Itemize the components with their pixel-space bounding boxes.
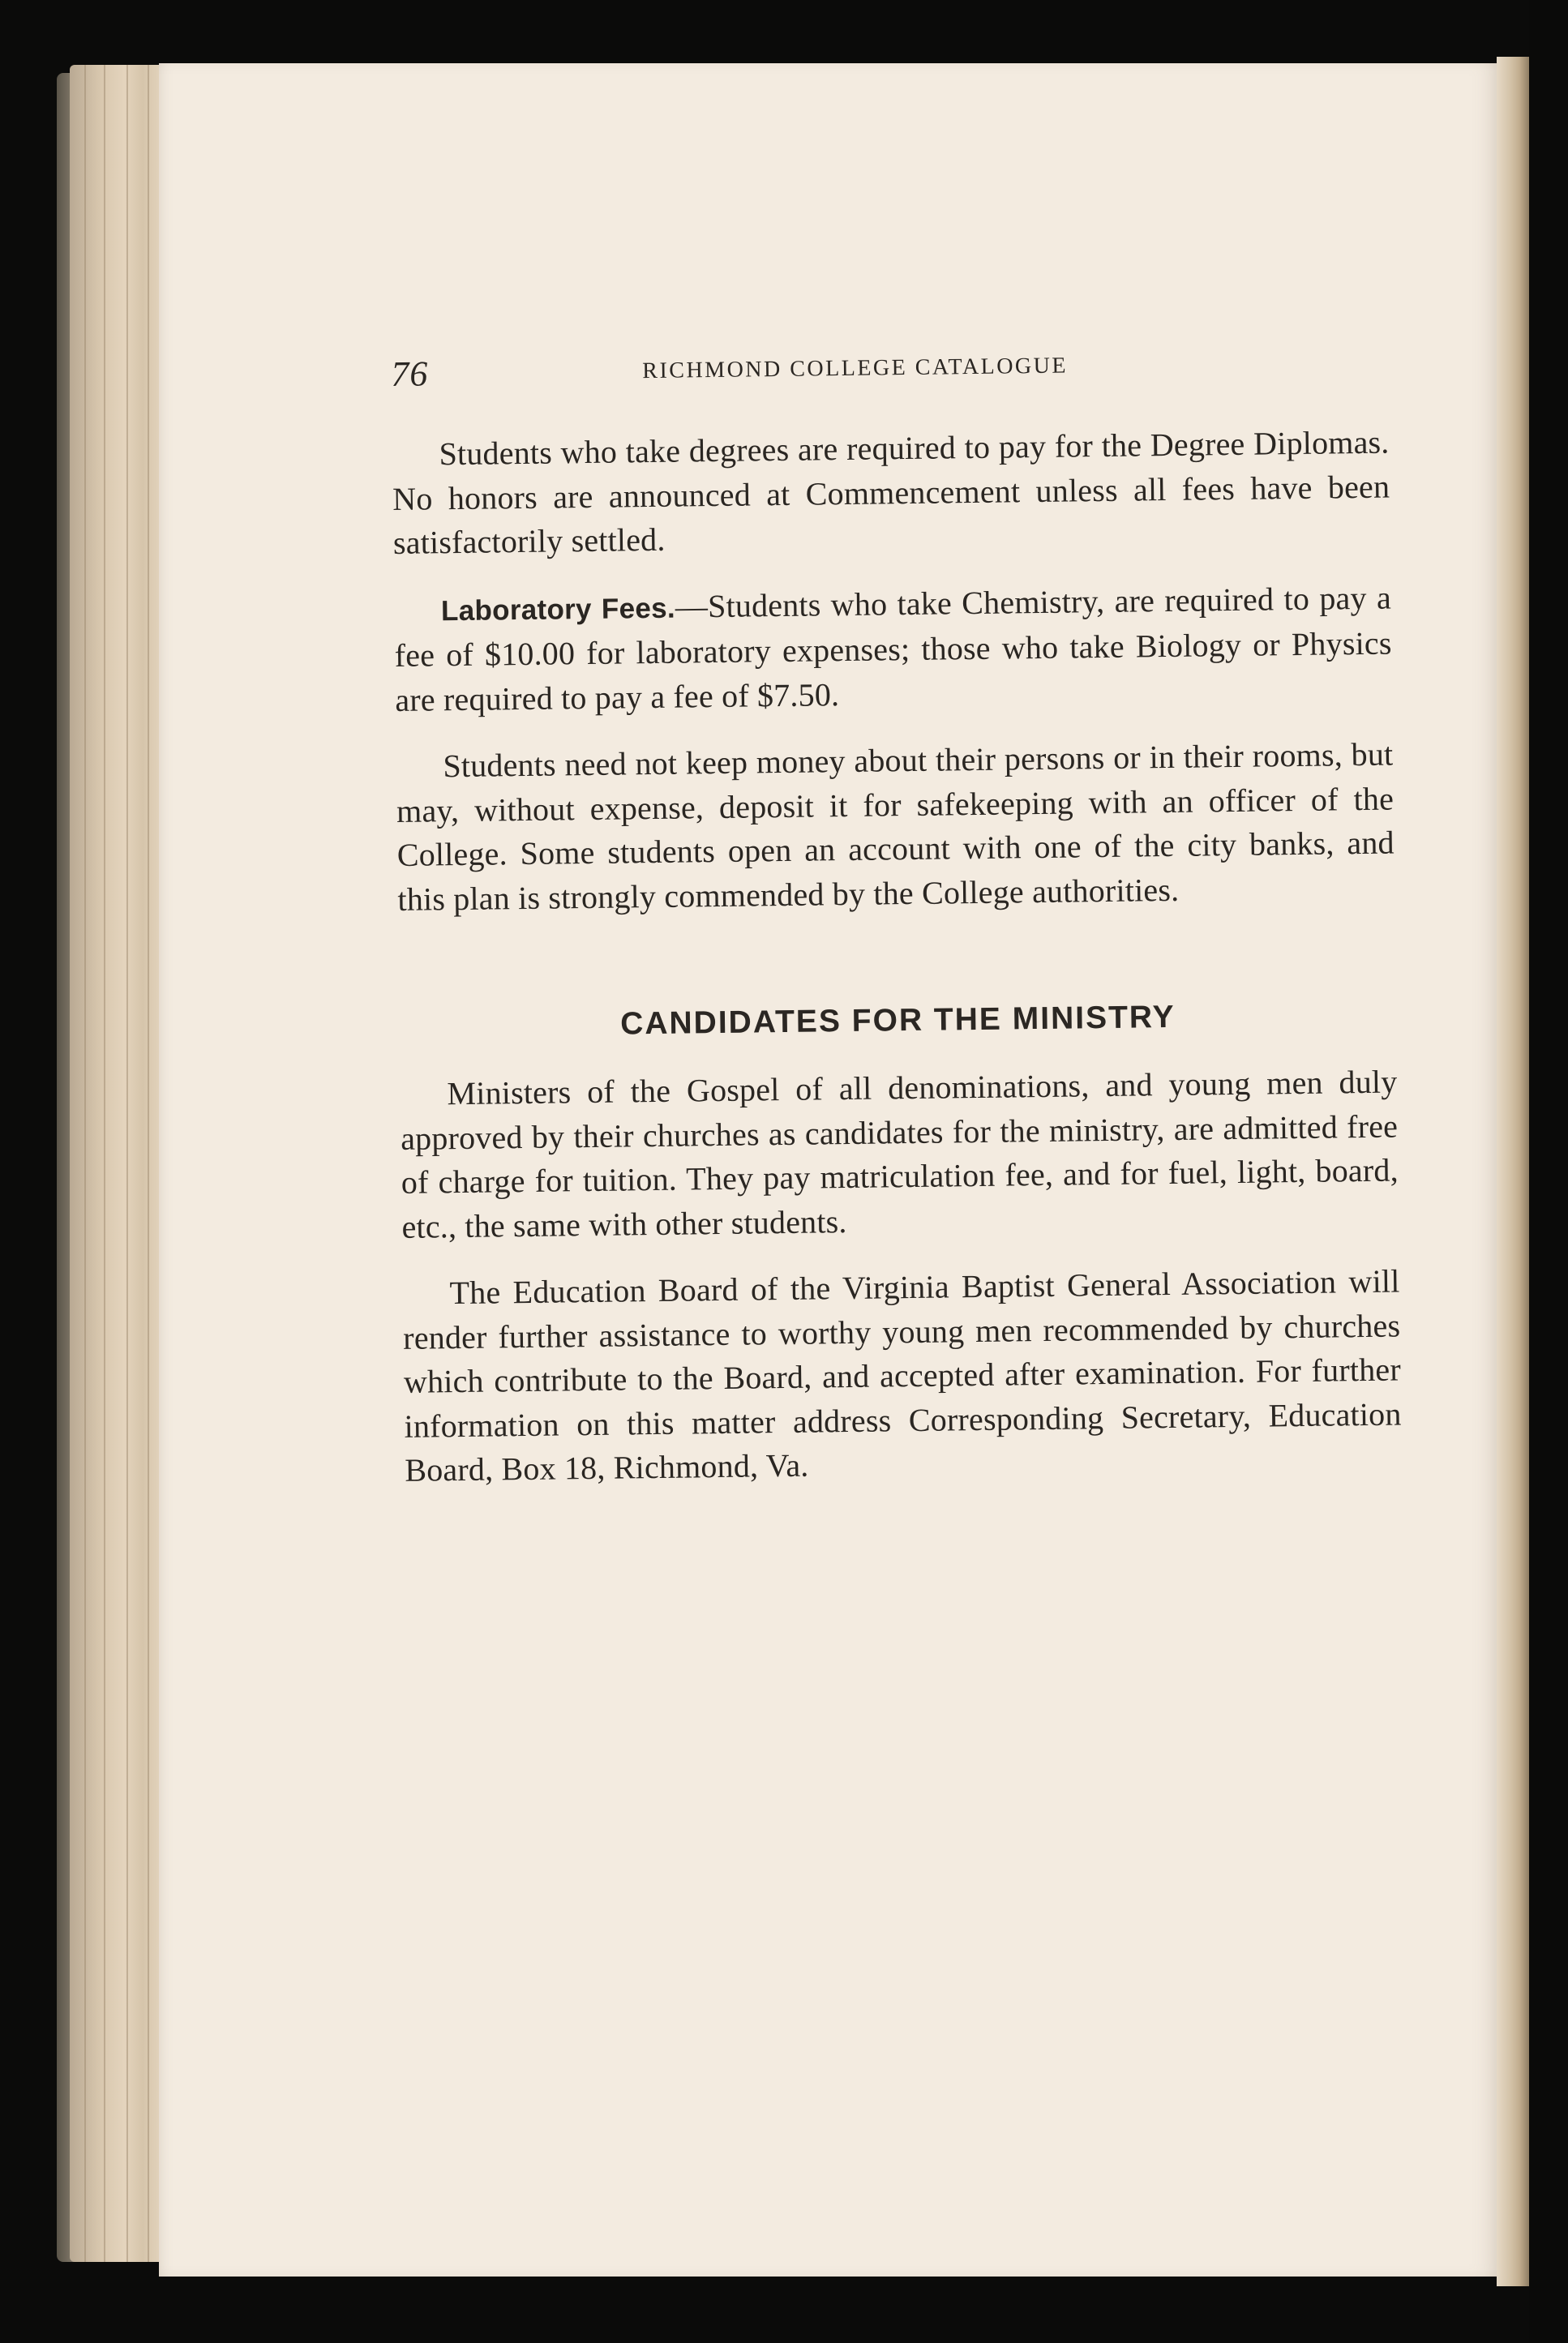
running-title: RICHMOND COLLEGE CATALOGUE <box>642 353 1069 384</box>
paragraph-diplomas: Students who take degrees are required to pay for the Degree Diplomas. No honors are announced at Commencement unless all fees have been satisfactorily settled. <box>392 423 1390 561</box>
page-number: 76 <box>391 353 429 394</box>
page-content <box>391 341 1403 1493</box>
binding-gutter <box>1497 57 1529 2286</box>
paragraph-laboratory-fees <box>394 576 1393 722</box>
paragraph-ministers: Ministers of the Gospel of all denominations, and young men duly approved by their churches as candidates for the ministry, are admitted free of charge for tuition. They pay matriculation fee, and for fuel, light, board, etc., the same with other students. <box>400 1063 1399 1245</box>
laboratory-fees-text: —Students who take Chemistry, are required to pay a fee of $10.00 for laboratory expenses; those who take Biology or Physics are required to pay a fee of $7.50. <box>394 579 1392 718</box>
section-heading-ministry: CANDIDATES FOR THE MINISTRY <box>619 999 1176 1042</box>
paragraph-education-board: The Education Board of the Virginia Baptist General Association will render further assistance to worthy young men recommended by churches which contribute to the Board, and accepted after examination. For further information on this matter address Corresponding Secretary, Education Board, Box 18, Richmond, Va. <box>402 1262 1402 1488</box>
background-edge <box>1529 0 1568 2343</box>
laboratory-fees-heading: Laboratory Fees. <box>440 592 676 627</box>
paragraph-money-safekeeping: Students need not keep money about their persons or in their rooms, but may, without expense, deposit it for safekeeping with an officer of the College. Some students open an account with one of the city banks, and this plan is strongly commended by the College authorities. <box>396 735 1394 918</box>
